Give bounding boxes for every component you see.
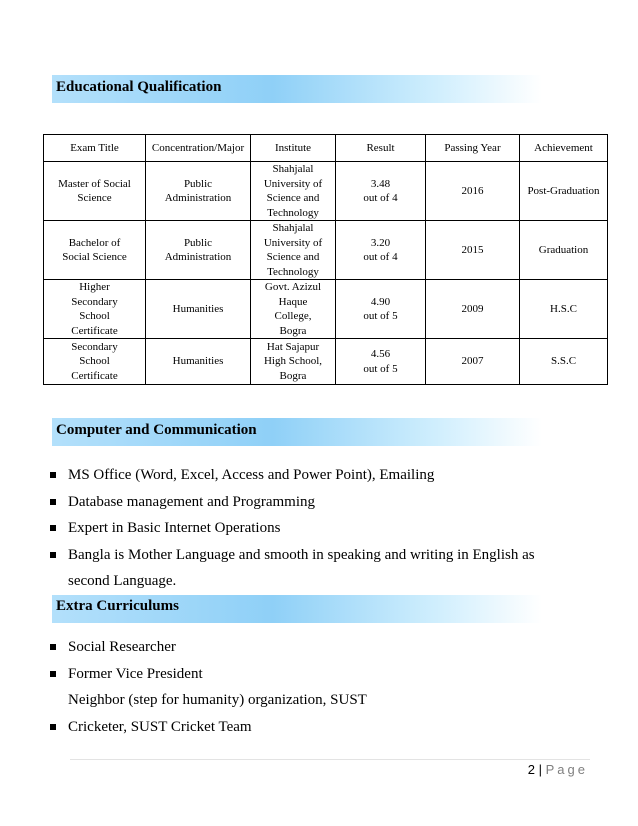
bullet-square-icon (50, 671, 56, 677)
cell-exam: Master of Social Science (44, 162, 146, 221)
bullet-square-icon (50, 552, 56, 558)
bullet-square-icon (50, 644, 56, 650)
cell-exam: Higher Secondary School Certificate (44, 280, 146, 339)
table-header-row (44, 135, 608, 162)
result-scale: out of 5 (363, 362, 398, 375)
table-row (44, 339, 608, 385)
cell-major: Humanities (146, 280, 251, 339)
cell-year: 2009 (426, 280, 520, 339)
education-table (43, 134, 608, 385)
cell-achievement: Graduation (520, 221, 608, 280)
bullet-square-icon (50, 472, 56, 478)
cell-achievement: Post-Graduation (520, 162, 608, 221)
header-cell: Passing Year (426, 135, 520, 162)
result-scale: out of 4 (363, 192, 398, 204)
cell-year: 2007 (426, 339, 520, 385)
list-item: MS Office (Word, Excel, Access and Power Point), Emailing (50, 462, 535, 489)
cell-result (336, 221, 426, 280)
cell-exam: Bachelor of Social Science (44, 221, 146, 280)
extra-curriculum-list (50, 634, 367, 740)
header-cell: Institute (251, 135, 336, 162)
list-item: Cricketer, SUST Cricket Team (50, 714, 367, 741)
result-value: 4.56 (370, 348, 391, 360)
cell-institute: Govt. Azizul Haque College, Bogra (251, 280, 336, 339)
result-scale: out of 5 (363, 310, 398, 322)
cell-achievement: S.S.C (520, 339, 608, 385)
section-title: Educational Qualification (56, 79, 222, 95)
page-number (528, 762, 588, 777)
result-scale: out of 4 (363, 251, 398, 263)
list-item: Former Vice President Neighbor (step for humanity) organization, SUST (50, 661, 367, 714)
list-item: Database management and Programming (50, 489, 535, 516)
cell-result (336, 280, 426, 339)
table-row (44, 280, 608, 339)
table-row (44, 162, 608, 221)
bullet-square-icon (50, 499, 56, 505)
section-header-extra (52, 595, 542, 623)
cell-result (336, 339, 426, 385)
list-item: Social Researcher (50, 634, 367, 661)
result-value: 4.90 (370, 295, 391, 308)
cell-achievement: H.S.C (520, 280, 608, 339)
section-header-education (52, 75, 542, 103)
cell-major: Humanities (146, 339, 251, 385)
section-title: Extra Curriculums (56, 598, 179, 614)
bullet-square-icon (50, 525, 56, 531)
footer-divider (70, 759, 590, 760)
table-row (44, 221, 608, 280)
section-header-computer (52, 418, 542, 446)
header-cell: Exam Title (44, 135, 146, 162)
result-value: 3.48 (370, 177, 391, 190)
bullet-square-icon (50, 724, 56, 730)
cell-institute: Hat Sajapur High School, Bogra (251, 339, 336, 385)
cell-year: 2016 (426, 162, 520, 221)
cell-major: Public Administration (146, 221, 251, 280)
list-item-continuation: Neighbor (step for humanity) organization, SUST (68, 692, 367, 708)
computer-skills-list (50, 462, 535, 595)
header-cell: Achievement (520, 135, 608, 162)
cell-exam: Secondary School Certificate (44, 339, 146, 385)
page-label: Page (545, 762, 588, 777)
list-item: Expert in Basic Internet Operations (50, 515, 535, 542)
result-value: 3.20 (370, 236, 391, 249)
header-cell: Concentration/Major (146, 135, 251, 162)
list-item: Bangla is Mother Language and smooth in speaking and writing in English as second Language. (50, 542, 535, 595)
page-number-value: 2 (527, 762, 535, 777)
cell-institute: Shahjalal University of Science and Technology (251, 221, 336, 280)
page-separator: | (538, 762, 542, 777)
list-item-continuation: second Language. (68, 573, 177, 589)
header-cell: Result (336, 135, 426, 162)
cell-result (336, 162, 426, 221)
cell-major: Public Administration (146, 162, 251, 221)
cell-institute: Shahjalal University of Science and Technology (251, 162, 336, 221)
section-title: Computer and Communication (56, 422, 257, 438)
cell-year: 2015 (426, 221, 520, 280)
